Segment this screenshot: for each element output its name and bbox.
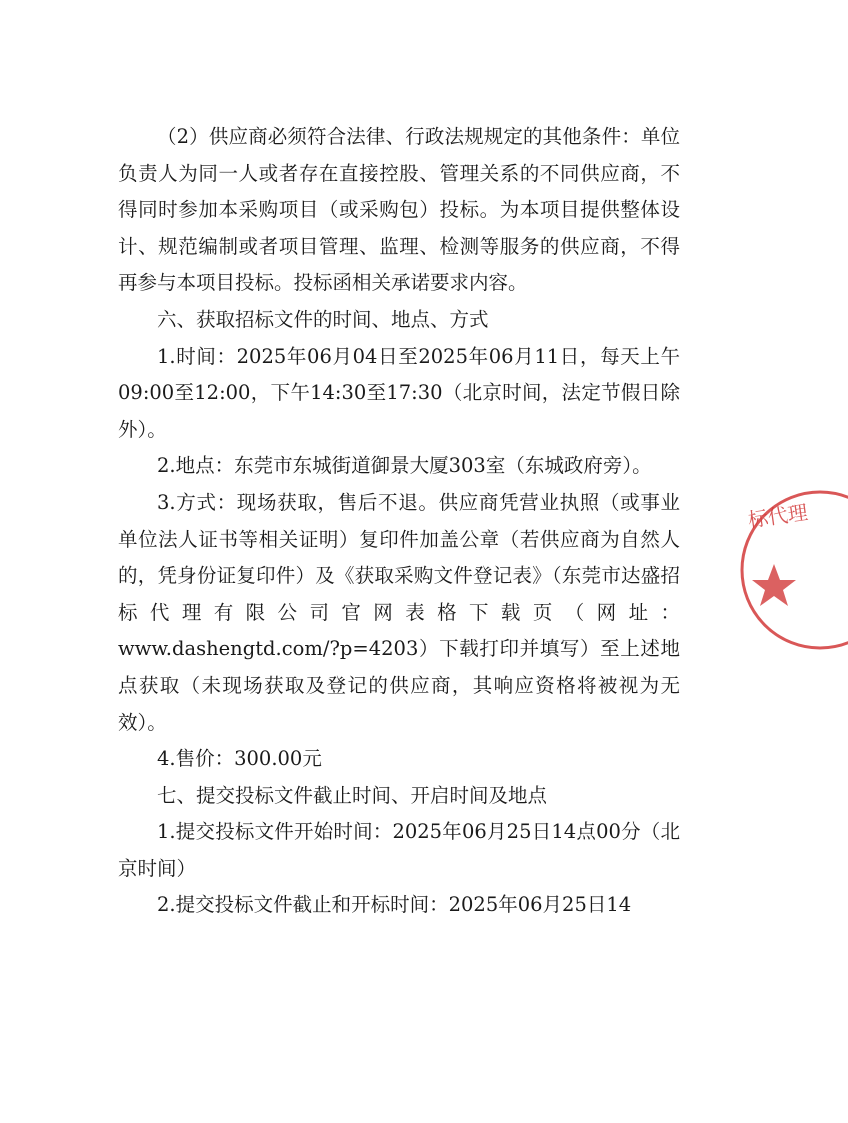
seal-text: 标代理 (746, 499, 810, 533)
paragraph-supplier-conditions: （2）供应商必须符合法律、行政法规规定的其他条件：单位负责人为同一人或者存在直接控股、管理关系的不同供应商，不得同时参加本采购项目（或采购包）投标。为本项目提供整体设计、规范编制或者项目管理、监理、检测等服务的供应商，不得再参与本项目投标。投标函相关承诺要求内容。 (118, 125, 680, 295)
paragraph-price: 4.售价：300.00元 (157, 747, 322, 771)
paragraph-time: 1.时间：2025年06月04日至2025年06月11日，每天上午09:00至12:00，下午14:30至17:30（北京时间，法定节假日除外）。 (118, 344, 680, 441)
paragraph-method: 3.方式：现场获取，售后不退。供应商凭营业执照（或事业单位法人证书等相关证明）复印件加盖公章（若供应商为自然人的，凭身份证复印件）及《获取采购文件登记表》（东莞市达盛招标代理有限公司官网表格下载页（网址：www.dashengtd.com/?p=4203）下载打印并填写）至上述地点获取（未现场获取及登记的供应商，其响应资格将被视为无效）。 (118, 490, 680, 734)
section-heading-obtain-documents: 六、获取招标文件的时间、地点、方式 (157, 307, 489, 331)
section-heading-submission: 七、提交投标文件截止时间、开启时间及地点 (157, 783, 548, 807)
paragraph-submission-deadline: 2.提交投标文件截止和开标时间：2025年06月25日14 (157, 893, 632, 917)
paragraph-submission-start: 1.提交投标文件开始时间：2025年06月25日14点00分（北京时间） (118, 820, 680, 880)
paragraph-location: 2.地点：东莞市东城街道御景大厦303室（东城政府旁）。 (157, 454, 652, 478)
document-body (118, 119, 680, 924)
